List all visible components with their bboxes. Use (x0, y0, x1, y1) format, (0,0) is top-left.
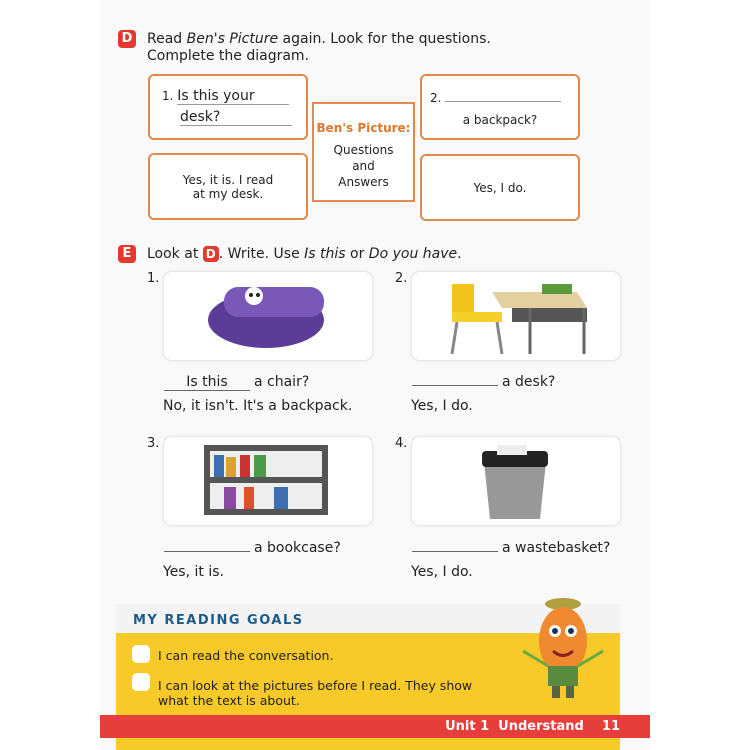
diagram-box-1: 1. Is this your desk? (148, 74, 308, 140)
item-reply: Yes, it is. (163, 564, 224, 580)
goal-checkbox[interactable] (132, 645, 150, 663)
answer-blank[interactable] (164, 551, 250, 552)
item-question: a wastebasket? (412, 540, 610, 556)
section-e-instruction: Look at D . Write. Use Is this or Do you have. (147, 246, 462, 262)
goal-text: I can look at the pictures before I read. They show what the text is about. (158, 678, 473, 708)
answer-line-3[interactable] (445, 88, 561, 102)
answer-line-2[interactable]: desk? (180, 109, 292, 126)
diagram-box-2: 2. a backpack? (420, 74, 580, 140)
desk-image (412, 272, 620, 360)
diagram-center: Ben's Picture: Questions and Answers (312, 102, 415, 202)
section-e-badge: E (118, 245, 136, 263)
footer-ribbon (100, 715, 650, 738)
item-question: a bookcase? (164, 540, 341, 556)
item-number: 1. (147, 271, 160, 286)
answer-blank[interactable] (412, 385, 498, 386)
item-question: Is this a chair? (164, 374, 309, 391)
answer-line-1[interactable]: Is this your (177, 88, 289, 105)
mascot-illustration (518, 596, 608, 710)
page-number: 11 (601, 719, 620, 734)
diagram-box-3: Yes, it is. I read at my desk. (148, 153, 308, 220)
backpack-image (164, 272, 372, 360)
section-d-instruction: Read Ben's Picture again. Look for the questions. Complete the diagram. (147, 31, 491, 64)
diagram-box-4: Yes, I do. (420, 154, 580, 221)
item-number: 4. (395, 436, 408, 451)
wastebasket-image (412, 437, 620, 525)
item-number: 2. (395, 271, 408, 286)
answer-blank[interactable]: Is this (164, 374, 250, 391)
goals-title: MY READING GOALS (133, 613, 304, 628)
section-d-badge: D (118, 30, 136, 48)
goal-text: I can read the conversation. (158, 648, 334, 663)
item-reply: No, it isn't. It's a backpack. (163, 398, 353, 414)
item-number: 3. (147, 436, 160, 451)
goal-checkbox[interactable] (132, 673, 150, 691)
item-reply: Yes, I do. (411, 398, 473, 414)
answer-blank[interactable] (412, 551, 498, 552)
bookcase-image (164, 437, 372, 525)
item-question: a desk? (412, 374, 555, 390)
item-reply: Yes, I do. (411, 564, 473, 580)
footer-unit: Unit 1 Understand (445, 719, 584, 734)
